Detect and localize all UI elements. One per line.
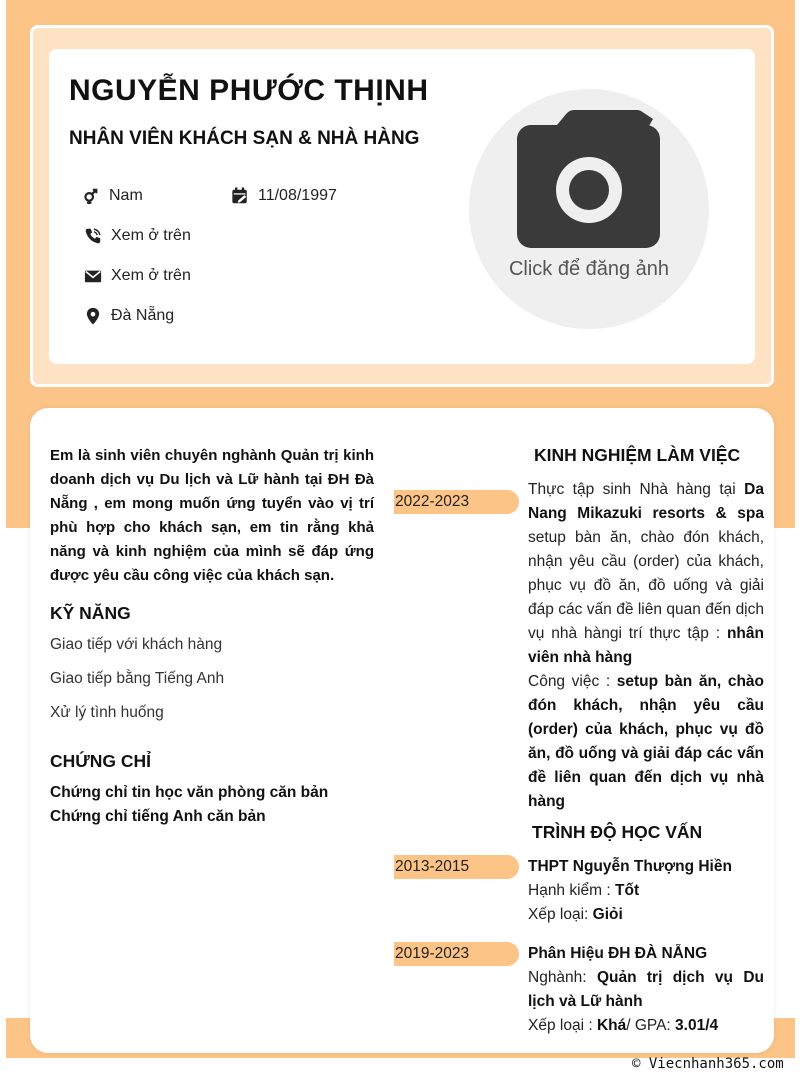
- certificate-item: Chứng chỉ tin học văn phòng căn bản: [50, 784, 329, 801]
- education-school: [528, 942, 707, 966]
- education-title: TRÌNH ĐỘ HỌC VẤN: [532, 822, 703, 842]
- rank-label: Xếp loại :: [528, 1017, 597, 1034]
- location-pin-icon: [84, 307, 102, 325]
- skill-item: Giao tiếp bằng Tiếng Anh: [50, 670, 225, 687]
- education-rank: [528, 1014, 718, 1038]
- gpa-label: / GPA:: [626, 1017, 676, 1034]
- experience-description: setup bàn ăn, chào đón khách, nhận yêu cầu (order) của khách, phục vụ đồ ăn, đồ uống và giải đáp các vấn đề liên quan đến dịch vụ nhà hàngi trí thực tập :: [528, 529, 764, 642]
- experience-period: 2022-2023: [394, 490, 519, 514]
- experience-details: [528, 478, 764, 814]
- major-label: Nghành:: [528, 969, 597, 986]
- skill-item: Xử lý tình huống: [50, 704, 164, 721]
- job-title: NHÂN VIÊN KHÁCH SẠN & NHÀ HÀNG: [69, 128, 420, 149]
- education-period: 2013-2015: [394, 855, 519, 879]
- rank-value: Khá: [596, 1017, 627, 1034]
- conduct-value: Tốt: [615, 882, 640, 899]
- experience-role: Thực tập sinh Nhà hàng tại: [528, 481, 736, 498]
- candidate-name: NGUYỄN PHƯỚC THỊNH: [69, 74, 429, 107]
- address-value: Đà Nẵng: [111, 307, 175, 324]
- certificates-title: CHỨNG CHỈ: [50, 751, 152, 771]
- experience-position: nhân viên nhà hàng: [528, 625, 764, 666]
- school-name: Phân Hiệu ĐH ĐÀ NẴNG: [528, 945, 708, 962]
- phone-icon: [84, 227, 102, 245]
- calendar-icon: [231, 187, 249, 205]
- rank-label: Xếp loại:: [528, 906, 593, 923]
- email-info: [84, 267, 191, 285]
- school-name: THPT Nguyễn Thượng Hiền: [528, 858, 732, 875]
- gender-info: [82, 187, 143, 205]
- camera-icon: [469, 89, 709, 329]
- phone-info: [84, 227, 191, 245]
- major-value: Quản trị dịch vụ Du lịch và Lữ hành: [528, 969, 764, 1010]
- rank-value: Giỏi: [592, 906, 623, 923]
- education-period: 2019-2023: [394, 942, 519, 966]
- education-school: [528, 855, 732, 879]
- experience-title: KINH NGHIỆM LÀM VIỆC: [534, 445, 741, 465]
- email-icon: [84, 267, 102, 285]
- education-rank: [528, 903, 623, 927]
- summary-text: Em là sinh viên chuyên nghành Quản trị kinh doanh dịch vụ Du lịch và Lữ hành tại ĐH Đà Nẵng , em mong muốn ứng tuyển vào vị trí phù hợp cho khách sạn, em tin rằng khả năng và kinh nghiệm của mình sẽ đáp ứng được yêu cầu công việc của khách sạn.: [50, 447, 374, 584]
- gender-value: Nam: [109, 187, 143, 204]
- phone-value: Xem ở trên: [111, 227, 191, 244]
- experience-company: Da Nang Mikazuki resorts & spa: [528, 481, 764, 522]
- skill-item: Giao tiếp với khách hàng: [50, 636, 223, 653]
- education-major: [528, 966, 764, 1014]
- address-info: [84, 307, 174, 325]
- certificate-item: Chứng chỉ tiếng Anh căn bản: [50, 808, 266, 825]
- photo-upload[interactable]: [469, 89, 709, 329]
- email-value: Xem ở trên: [111, 267, 191, 284]
- birthdate-info: [231, 187, 337, 205]
- photo-upload-label[interactable]: Click để đăng ảnh: [508, 258, 670, 280]
- copyright-text[interactable]: © Viecnhanh365.com: [632, 1056, 784, 1072]
- education-conduct: [528, 879, 639, 903]
- gender-icon: [82, 187, 100, 205]
- gpa-value: 3.01/4: [675, 1017, 719, 1034]
- birthdate-value: 11/08/1997: [258, 187, 337, 204]
- skills-title: KỸ NĂNG: [50, 603, 131, 623]
- experience-tasks: setup bàn ăn, chào đón khách, nhận yêu cầu (order) của khách, phục vụ đồ ăn, đồ uống và giải đáp các vấn đề liên quan đến dịch vụ nhà hàng: [528, 673, 764, 810]
- conduct-label: Hạnh kiểm :: [528, 882, 616, 899]
- experience-tasks-label: Công việc :: [528, 673, 611, 690]
